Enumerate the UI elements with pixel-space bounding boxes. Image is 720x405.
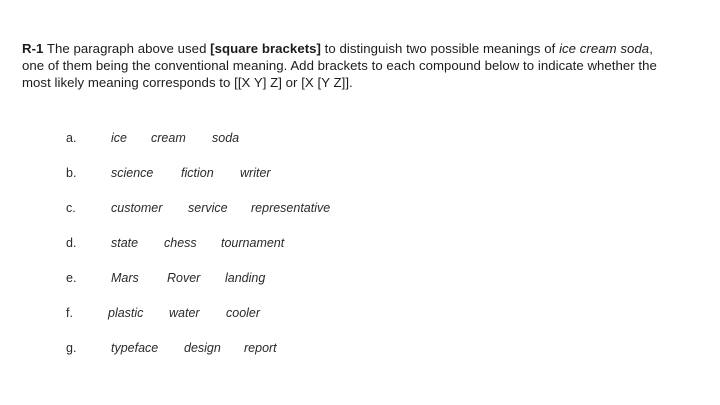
compound-word: cream [151, 131, 186, 145]
item-letter: d. [66, 236, 77, 250]
list-item [0, 236, 720, 254]
exercise-label: R-1 [22, 41, 44, 56]
list-item [0, 131, 720, 149]
list-item [0, 166, 720, 184]
compound-word: typeface [111, 341, 159, 355]
compound-word: science [111, 166, 154, 180]
item-letter: g. [66, 341, 77, 355]
compound-word: report [244, 341, 277, 355]
compound-word: state [111, 236, 139, 250]
list-item [0, 341, 720, 359]
prompt-italic-term: ice cream soda [559, 41, 650, 56]
compound-word: cooler [226, 306, 261, 320]
compound-word: ice [111, 131, 127, 145]
item-letter: c. [66, 201, 76, 215]
prompt-text-c: , [649, 41, 653, 56]
compound-word: plastic [108, 306, 144, 320]
compound-word: writer [240, 166, 271, 180]
list-item [0, 306, 720, 324]
compound-word: customer [111, 201, 163, 215]
compound-word: soda [212, 131, 240, 145]
compound-word: water [169, 306, 200, 320]
item-letter: f. [66, 306, 73, 320]
item-letter: e. [66, 271, 77, 285]
compound-word: Rover [167, 271, 201, 285]
prompt-line-3: most likely meaning corresponds to [[X Y] Z] or [X [Y Z]]. [22, 75, 353, 90]
compound-word: Mars [111, 271, 139, 285]
compound-word: design [184, 341, 221, 355]
list-item [0, 271, 720, 289]
compound-word: service [188, 201, 228, 215]
list-item [0, 201, 720, 219]
prompt-text-a: The paragraph above used [43, 41, 211, 56]
compound-word: representative [251, 201, 331, 215]
prompt-text-b: to distinguish two possible meanings of [320, 41, 560, 56]
item-letter: b. [66, 166, 77, 180]
compound-word: chess [164, 236, 197, 250]
compound-word: landing [225, 271, 266, 285]
prompt-bold-term: [square brackets] [210, 41, 321, 56]
item-letter: a. [66, 131, 77, 145]
compound-word: fiction [181, 166, 214, 180]
compound-word: tournament [221, 236, 285, 250]
prompt-line-2: one of them being the conventional meaning. Add brackets to each compound below to indicate whether the [22, 58, 657, 73]
